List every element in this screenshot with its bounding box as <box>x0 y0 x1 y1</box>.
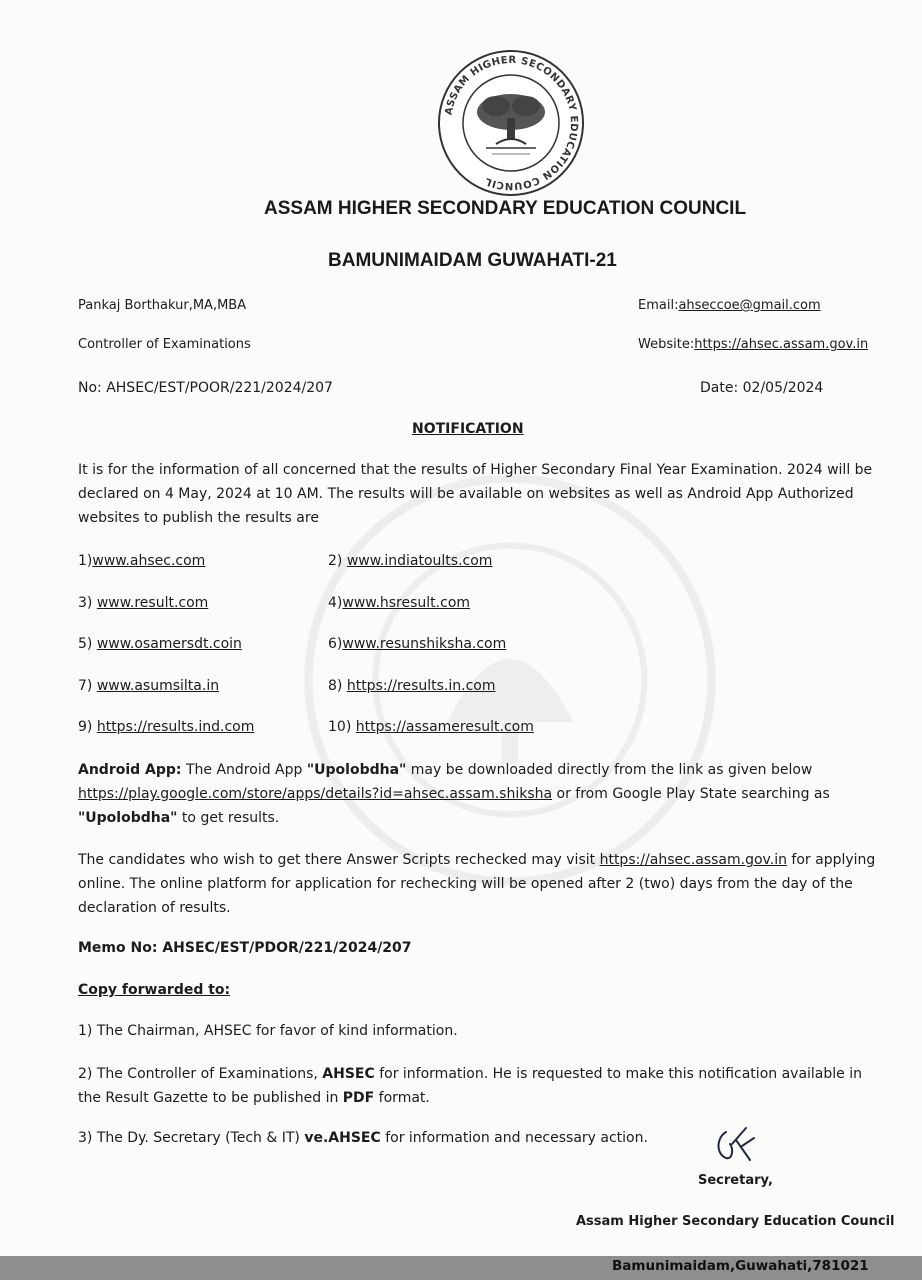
website-item-link[interactable]: https://results.in.com <box>346 678 496 694</box>
copy-forwarded-label: Copy forwarded to: <box>78 982 231 998</box>
copy-item-3: 3) The Dy. Secretary (Tech & IT) ve.AHSEC for information and necessary action. <box>78 1130 648 1146</box>
website-item: 5) www.osamersdt.coin <box>78 636 242 652</box>
reference-number: No: AHSEC/EST/POOR/221/2024/207 <box>78 380 333 396</box>
android-app-label: Android App: <box>78 762 182 778</box>
website-item: 4)www.hsresult.com <box>328 595 471 611</box>
website-item: 3) www.result.com <box>78 595 209 611</box>
website-item-link[interactable]: www.ahsec.com <box>92 553 206 569</box>
signature-icon <box>712 1124 762 1168</box>
website-item-link[interactable]: www.osamersdt.coin <box>96 636 242 652</box>
recheck-paragraph: The candidates who wish to get there Answer Scripts rechecked may visit https://ahsec.assam.gov.in for applying online. The online platform for application for rechecking will be opened after 2 (two) days from the day of the declaration of results. <box>78 852 876 916</box>
copy-item-2: 2) The Controller of Examinations, AHSEC for information. He is requested to make this notification available in the Result Gazette to be published in PDF format. <box>78 1066 862 1106</box>
officer-title: Controller of Examinations <box>78 337 251 352</box>
seal-outer-text: ASSAM HIGHER SECONDARY EDUCATION COUNCIL <box>443 54 580 192</box>
signatory-org: Assam Higher Secondary Education Council <box>576 1214 895 1229</box>
website-item: 6)www.resunshiksha.com <box>328 636 507 652</box>
website-item-link[interactable]: www.indiatoults.com <box>346 553 493 569</box>
website-item-link[interactable]: www.asumsilta.in <box>96 678 220 694</box>
org-address-heading: BAMUNIMAIDAM GUWAHATI-21 <box>328 250 617 271</box>
email-line <box>638 298 821 313</box>
email-link[interactable]: ahseccoe@gmail.com <box>678 298 821 313</box>
notification-title: NOTIFICATION <box>412 421 524 437</box>
recheck-link[interactable]: https://ahsec.assam.gov.in <box>599 852 787 868</box>
app-name: "Upolobdha" <box>306 762 407 778</box>
officer-name: Pankaj Borthakur,MA,MBA <box>78 298 247 313</box>
org-name-heading: ASSAM HIGHER SECONDARY EDUCATION COUNCIL <box>264 198 747 219</box>
website-item: 7) www.asumsilta.in <box>78 678 220 694</box>
website-item-link[interactable]: www.result.com <box>96 595 209 611</box>
website-item: 8) https://results.in.com <box>328 678 496 694</box>
website-item-link[interactable]: https://assameresult.com <box>355 719 534 735</box>
intro-paragraph: It is for the information of all concerned that the results of Higher Secondary Final Year Examination. 2024 will be declared on 4 May, 2024 at 10 AM. The results will be available on websites as well as Android App Authorized websites to publish the results are <box>78 462 873 526</box>
website-item-link[interactable]: www.resunshiksha.com <box>342 636 507 652</box>
android-app-paragraph: Android App: The Android App "Upolobdha" may be downloaded directly from the link as given below https://play.google.com/store/apps/details?id=ahsec.assam.shiksha or from Google Play State searching as "Upolobdha" to get results. <box>78 762 830 826</box>
website-link[interactable]: https://ahsec.assam.gov.in <box>694 337 869 352</box>
email-label: Email: <box>638 298 679 313</box>
play-store-link[interactable]: https://play.google.com/store/apps/details?id=ahsec.assam.shiksha <box>78 786 553 802</box>
website-item: 10) https://assameresult.com <box>328 719 534 735</box>
notice-date: Date: 02/05/2024 <box>700 380 824 396</box>
app-name-repeat: "Upolobdha" <box>78 810 178 826</box>
memo-number: Memo No: AHSEC/EST/PDOR/221/2024/207 <box>78 940 412 956</box>
website-item-link[interactable]: https://results.ind.com <box>96 719 255 735</box>
ahsec-seal-icon <box>436 48 586 198</box>
website-line <box>638 337 868 352</box>
website-item: 2) www.indiatoults.com <box>328 553 493 569</box>
website-item: 9) https://results.ind.com <box>78 719 255 735</box>
signatory-address: Bamunimaidam,Guwahati,781021 <box>612 1258 869 1274</box>
website-item-link[interactable]: www.hsresult.com <box>342 595 471 611</box>
website-label: Website: <box>638 337 695 352</box>
copy-item-1: 1) The Chairman, AHSEC for favor of kind information. <box>78 1023 458 1039</box>
signatory-designation: Secretary, <box>698 1173 773 1188</box>
website-item: 1)www.ahsec.com <box>78 553 206 569</box>
